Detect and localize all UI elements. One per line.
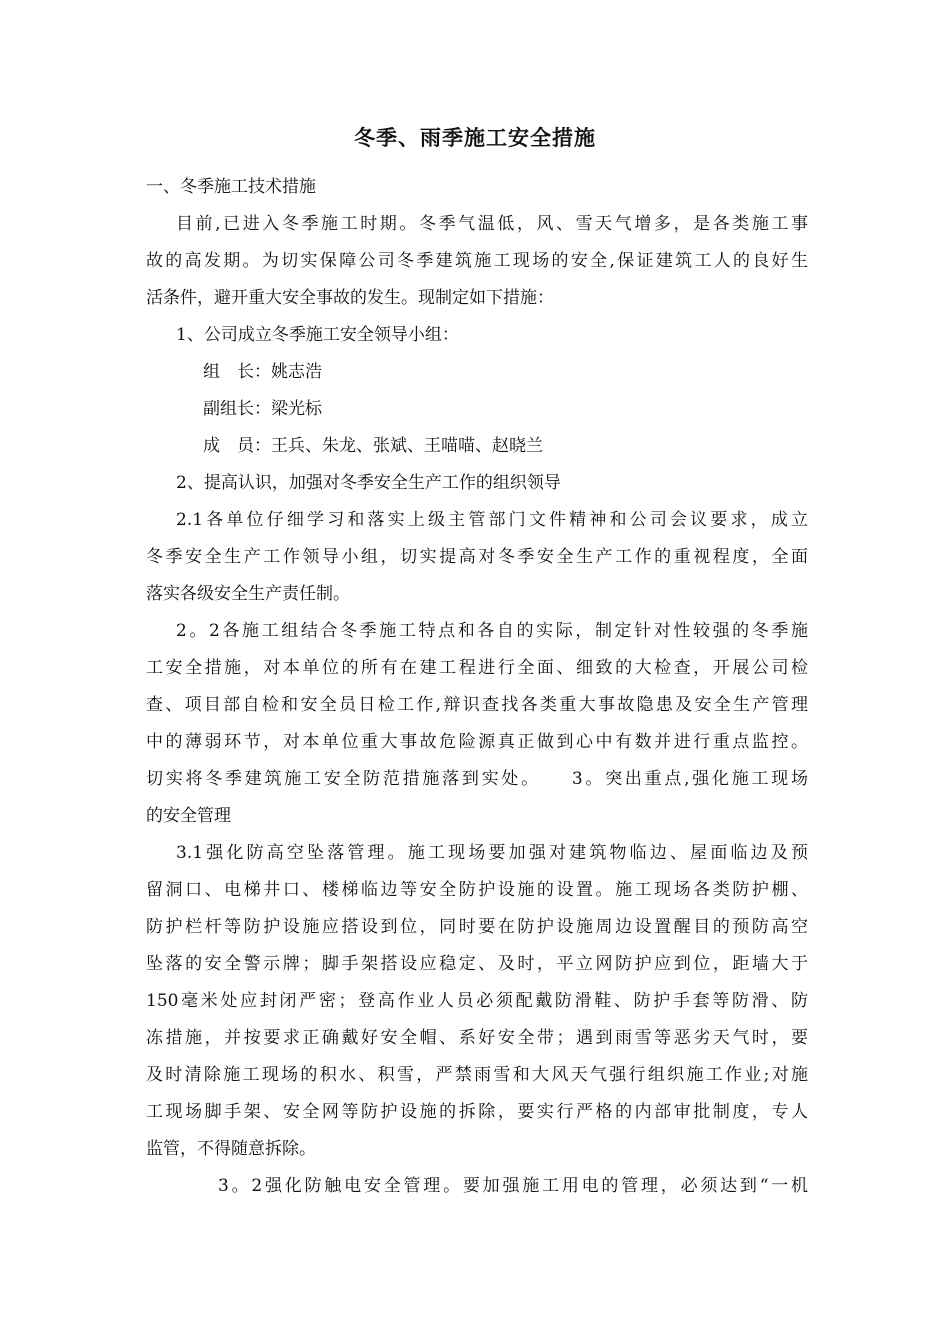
paragraph-line: 3。2强化防触电安全管理。要加强施工用电的管理，必须达到“一机 <box>218 1176 808 1196</box>
paragraph-line: 2.1各单位仔细学习和落实上级主管部门文件精神和公司会议要求，成立 <box>176 510 808 530</box>
list-item: 1、公司成立冬季施工安全领导小组： <box>176 325 459 345</box>
paragraph-line: 工现场脚手架、安全网等防护设施的拆除，要实行严格的内部审批制度，专人 <box>146 1102 808 1122</box>
paragraph-line: 150毫米处应封闭严密；登高作业人员必须配戴防滑鞋、防护手套等防滑、防 <box>146 991 808 1011</box>
paragraph-line: 2。2各施工组结合冬季施工特点和各自的实际，制定针对性较强的冬季施 <box>176 621 808 641</box>
paragraph-line: 3.1强化防高空坠落管理。施工现场要加强对建筑物临边、屋面临边及预 <box>176 843 808 863</box>
paragraph-line: 监管，不得随意拆除。 <box>146 1139 316 1159</box>
paragraph-line: 冬季安全生产工作领导小组，切实提高对冬季安全生产工作的重视程度，全面 <box>146 547 808 567</box>
paragraph-line: 目前,已进入冬季施工时期。冬季气温低，风、雪天气增多，是各类施工事 <box>176 214 808 234</box>
paragraph-line: 中的薄弱环节，对本单位重大事故危险源真正做到心中有数并进行重点监控。 <box>146 732 808 752</box>
paragraph-line: 留洞口、电梯井口、楼梯临边等安全防护设施的设置。施工现场各类防护棚、 <box>146 880 808 900</box>
paragraph-line: 活条件，避开重大安全事故的发生。现制定如下措施： <box>146 288 554 308</box>
team-members: 成 员：王兵、朱龙、张斌、王喵喵、赵晓兰 <box>203 436 543 456</box>
document-title: 冬季、雨季施工安全措施 <box>354 125 596 150</box>
team-deputy: 副组长：梁光标 <box>203 399 322 419</box>
paragraph-line: 防护栏杆等防护设施应搭设到位，同时要在防护设施周边设置醒目的预防高空 <box>146 917 808 937</box>
paragraph-line: 冻措施，并按要求正确戴好安全帽、系好安全带；遇到雨雪等恶劣天气时，要 <box>146 1028 808 1048</box>
paragraph-line: 故的高发期。为切实保障公司冬季建筑施工现场的安全,保证建筑工人的良好生 <box>146 251 808 271</box>
paragraph-line: 坠落的安全警示牌；脚手架搭设应稳定、及时，平立网防护应到位，距墙大于 <box>146 954 808 974</box>
team-leader: 组 长：姚志浩 <box>203 362 322 382</box>
paragraph-line: 落实各级安全生产责任制。 <box>146 584 350 604</box>
paragraph-line: 的安全管理 <box>146 806 231 826</box>
paragraph-line: 查、项目部自检和安全员日检工作,辩识查找各类重大事故隐患及安全生产管理 <box>146 695 808 715</box>
section-heading: 一、冬季施工技术措施 <box>146 177 316 197</box>
list-item: 2、提高认识，加强对冬季安全生产工作的组织领导 <box>176 473 561 493</box>
paragraph-line: 切实将冬季建筑施工安全防范措施落到实处。 3。突出重点,强化施工现场 <box>146 769 808 789</box>
paragraph-line: 及时清除施工现场的积水、积雪，严禁雨雪和大风天气强行组织施工作业;对施 <box>146 1065 808 1085</box>
paragraph-line: 工安全措施，对本单位的所有在建工程进行全面、细致的大检查，开展公司检 <box>146 658 808 678</box>
